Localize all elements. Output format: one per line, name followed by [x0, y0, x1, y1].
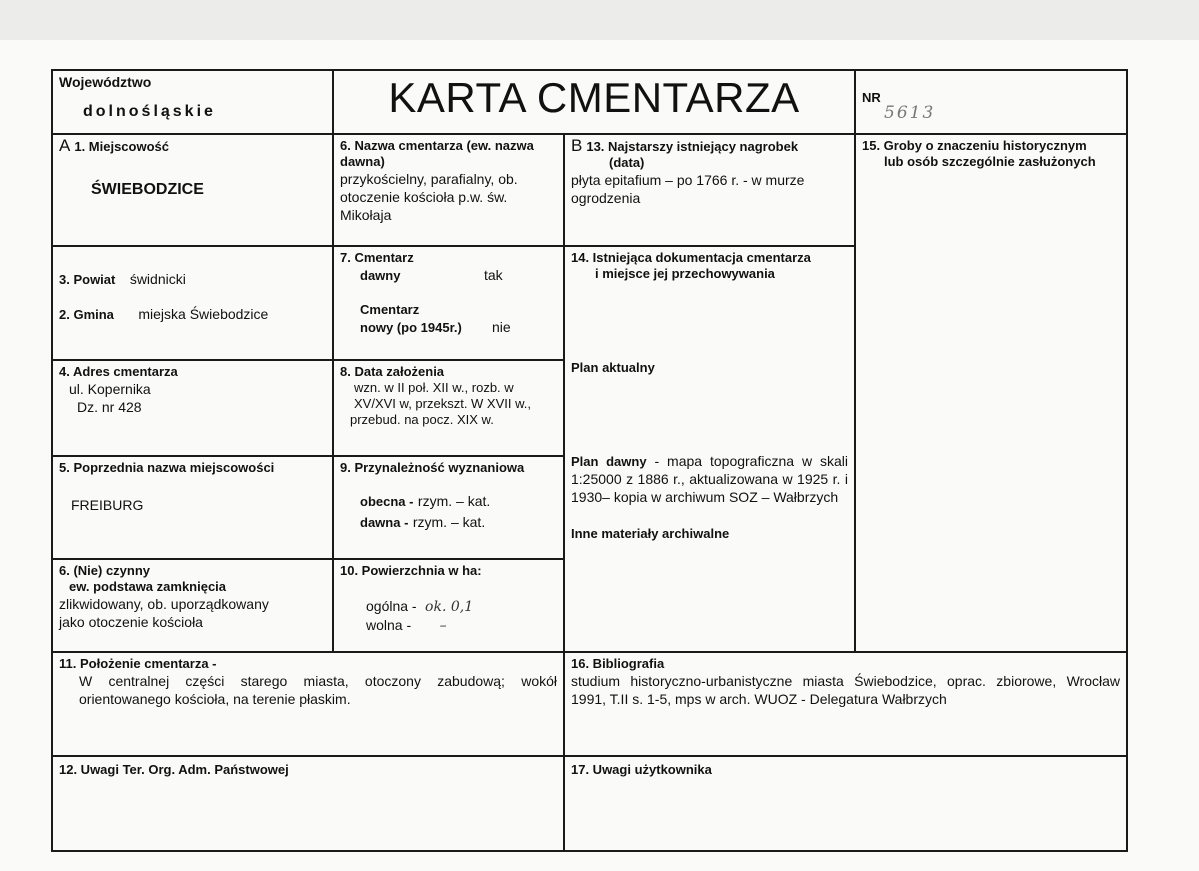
nr-cell — [854, 69, 1128, 135]
data-zalozenia-line-2: XV/XVI w, przekszt. W XVII w., — [354, 396, 531, 411]
inne-materialy-label: Inne materiały archiwalne — [571, 526, 730, 541]
bibliografia-label: 16. Bibliografia — [571, 656, 665, 671]
data-zalozenia-cell — [332, 359, 565, 457]
groby-cell — [854, 133, 1128, 653]
powierzchnia-label: 10. Powierzchnia w ha: — [340, 563, 482, 578]
adres-line-2: Dz. nr 428 — [77, 399, 142, 415]
czynny-label: 6. (Nie) czynny — [59, 563, 151, 578]
miejscowosc-cell — [51, 133, 334, 247]
uwagi-ter-cell — [51, 755, 565, 852]
poprzednia-label: 5. Poprzednia nazwa miejscowości — [59, 460, 275, 475]
miejscowosc-label: 1. Miejscowość — [74, 139, 169, 154]
data-zalozenia-line-3: przebud. na pocz. XIX w. — [350, 412, 494, 427]
czynny-cell — [51, 558, 334, 653]
obecna-label: obecna - — [360, 494, 414, 509]
obecna-value: rzym. – kat. — [417, 493, 491, 509]
dokumentacja-cell — [563, 245, 856, 653]
adres-label: 4. Adres cmentarza — [59, 364, 178, 379]
wolna-label: wolna - — [366, 617, 412, 633]
page-title: KARTA CMENTARZA — [332, 69, 856, 135]
dawna-value: rzym. – kat. — [412, 514, 486, 530]
cmentarz-nowy-label: Cmentarz — [360, 302, 420, 317]
plan-dawny-value: - mapa topograficzna w skali 1:25000 z 1886 r., aktualizowana w 1925 r. i 1930– kopia w archiwum SOZ – Wałbrzych — [571, 453, 848, 505]
nr-label: NR — [862, 90, 881, 105]
data-zalozenia-line-1: wzn. w II poł. XII w., rozb. w — [354, 380, 514, 395]
polozenie-label: 11. Położenie cmentarza - — [59, 656, 217, 671]
powierzchnia-cell — [332, 558, 565, 653]
powiat-gmina-cell — [51, 245, 334, 361]
nazwa-value: przykościelny, parafialny, ob. otoczenie kościoła p.w. św. Mikołaja — [340, 171, 518, 223]
miejscowosc-value: ŚWIEBODZICE — [91, 181, 204, 198]
uwagi-uzytkownika-cell — [563, 755, 1128, 852]
nagrobek-label: 13. Najstarszy istniejący nagrobek — [586, 139, 799, 154]
section-letter-b: B — [571, 136, 583, 155]
ogolna-value: ok. 0,1 — [425, 599, 474, 615]
plan-dawny — [571, 452, 848, 506]
powiat-value: świdnicki — [129, 271, 186, 287]
czynny-line-2: jako otoczenie kościoła — [59, 614, 203, 630]
cmentarz-cell — [332, 245, 565, 361]
cmentarz-nowy-label-2: nowy (po 1945r.) — [360, 320, 462, 335]
uwagi-ter-label: 12. Uwagi Ter. Org. Adm. Państwowej — [59, 762, 289, 777]
wolna-value: – — [439, 618, 447, 634]
ogolna-label: ogólna - — [366, 598, 417, 614]
polozenie-value: W centralnej części starego miasta, otoczony zabudową; wokół orientowanego kościoła, na terenie płaskim. — [79, 673, 557, 707]
plan-aktualny-label: Plan aktualny — [571, 360, 655, 375]
nagrobek-cell — [563, 133, 856, 247]
dokumentacja-label: 14. Istniejąca dokumentacja cmentarza — [571, 250, 811, 265]
wojewodztwo-cell — [51, 69, 334, 135]
groby-label-2: lub osób szczególnie zasłużonych — [884, 154, 1096, 169]
adres-line-1: ul. Kopernika — [69, 381, 151, 397]
data-zalozenia-label: 8. Data założenia — [340, 364, 445, 379]
nagrobek-label-data: (data) — [609, 155, 645, 170]
poprzednia-cell — [51, 455, 334, 560]
section-letter-a: A — [59, 136, 71, 155]
cmentarz-label: 7. Cmentarz — [340, 250, 414, 265]
dokumentacja-label-2: i miejsce jej przechowywania — [595, 266, 775, 281]
wojewodztwo-label: Województwo — [59, 74, 152, 90]
dawna-label: dawna - — [360, 515, 409, 530]
adres-cell — [51, 359, 334, 457]
cmentarz-dawny-value: tak — [484, 267, 503, 283]
czynny-label-2: ew. podstawa zamknięcia — [69, 579, 227, 594]
nazwa-label: 6. Nazwa cmentarza (ew. nazwa dawna) — [340, 138, 534, 169]
polozenie-cell — [51, 651, 565, 757]
gmina-value: miejska Świebodzice — [138, 306, 269, 322]
nazwa-cell — [332, 133, 565, 247]
powiat-label: 3. Powiat — [59, 272, 116, 287]
bibliografia-cell — [563, 651, 1128, 757]
wojewodztwo-value: dolnośląskie — [83, 103, 216, 120]
uwagi-uzytkownika-label: 17. Uwagi użytkownika — [571, 762, 712, 777]
przynaleznosc-label: 9. Przynależność wyznaniowa — [340, 460, 525, 475]
groby-label: 15. Groby o znaczeniu historycznym — [862, 138, 1087, 153]
czynny-line-1: zlikwidowany, ob. uporządkowany — [59, 596, 269, 612]
poprzednia-value: FREIBURG — [71, 497, 144, 513]
cmentarz-nowy-value: nie — [492, 319, 511, 335]
nr-value: 5613 — [884, 103, 936, 123]
gmina-label: 2. Gmina — [59, 307, 114, 322]
nagrobek-value: płyta epitafium – po 1766 r. - w murze ogrodzenia — [571, 172, 805, 206]
bibliografia-value: studium historyczno-urbanistyczne miasta Świebodzice, oprac. zbiorowe, Wrocław 1991, T.II s. 1-5, mps w arch. WUOZ - Delegatura Wałbrzych — [571, 673, 1120, 707]
przynaleznosc-cell — [332, 455, 565, 560]
cmentarz-dawny-label: dawny — [360, 268, 401, 283]
plan-dawny-label: Plan dawny — [571, 454, 647, 469]
